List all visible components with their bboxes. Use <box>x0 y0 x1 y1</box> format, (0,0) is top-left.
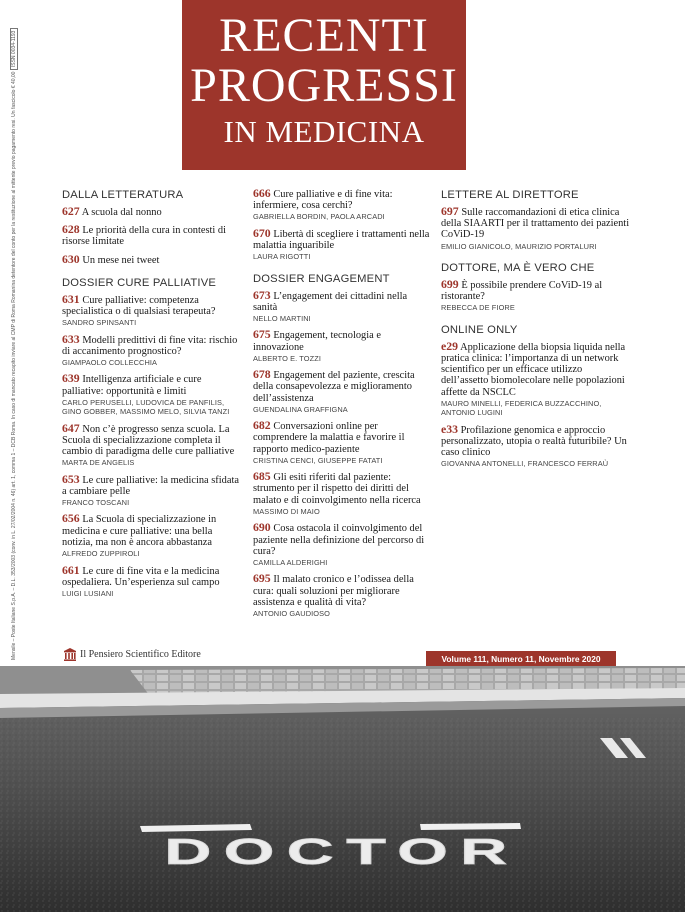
entry-authors: GABRIELLA BORDIN, PAOLA ARCADI <box>253 212 385 222</box>
section-heading: LETTERE AL DIRETTORE <box>441 189 579 201</box>
page-number: e33 <box>441 421 459 436</box>
entry-authors: CARLO PERUSELLI, LUDOVICA DE PANFILIS, GINO GOBBER, MASSIMO MELO, SILVIA TANZI <box>62 397 230 417</box>
entry-title: Le cure palliative: la medicina sfidata a cambiare pelle <box>62 474 239 497</box>
page-number: 656 <box>62 511 80 526</box>
entry-title: Cure palliative e di fine vita: infermiere, cosa cerchi? <box>253 189 393 212</box>
page-number: 647 <box>62 420 80 435</box>
toc-entry <box>253 329 431 363</box>
toc-column-2 <box>253 188 431 624</box>
entry-title: Le cure di fine vita e la medicina ospedaliera. Un’esperienza sul campo <box>62 565 220 588</box>
toc-entry <box>441 279 631 313</box>
road-marking-text <box>164 832 519 873</box>
issn-box: ISSN 0034-1193 <box>10 28 18 71</box>
masthead-line-recenti: RECENTI <box>219 9 429 62</box>
entry-title: Applicazione della biopsia liquida nella pratica clinica: l’importanza di un network scientifico per un efficace utilizzo dell’assetto biomolecolare nelle popolazioni affette da NSCLC <box>441 341 626 398</box>
entry-title: L’engagement dei cittadini nella sanità <box>253 290 408 313</box>
entry-authors: MARTA DE ANGELIS <box>62 458 135 468</box>
entry-authors: ALBERTO E. TOZZI <box>253 353 321 363</box>
toc-entry <box>253 420 431 465</box>
page-number: 627 <box>62 204 80 218</box>
volume-banner: Volume 111, Numero 11, Novembre 2020 <box>426 651 616 668</box>
publisher-logo <box>64 648 201 661</box>
entry-authors: GIAMPAOLO COLLECCHIA <box>62 358 158 368</box>
road-photo <box>0 666 685 912</box>
entry-authors: EMILIO GIANICOLO, MAURIZIO PORTALURI <box>441 241 597 251</box>
entry-title: Profilazione genomica e approccio personalizzato, utopia o realtà futuribile? Un caso clinico <box>441 424 627 459</box>
toc-entry <box>62 471 242 508</box>
entry-title: È possibile prendere CoViD-19 al ristorante? <box>441 280 603 303</box>
entry-title: Libertà di scegliere i trattamenti nella malattia inguaribile <box>253 228 430 252</box>
entry-title: La Scuola di specializzazione in medicina e cure palliative: una bella notizia, ma non è ancora abbastanza <box>62 514 217 548</box>
page-number: 666 <box>253 186 271 200</box>
page-number: 690 <box>253 520 271 535</box>
section-heading: DOTTORE, MA È VERO CHE <box>441 262 595 275</box>
entry-authors: REBECCA DE FIORE <box>441 303 515 313</box>
page-number: 661 <box>62 562 80 577</box>
toc-entry <box>253 522 431 567</box>
entry-title: Cure palliative: competenza specialistica o di qualsiasi terapeuta? <box>62 294 216 318</box>
section-heading: ONLINE ONLY <box>441 323 518 336</box>
masthead-line-progressi: PROGRESSI <box>190 59 458 112</box>
page-number: 628 <box>62 222 80 237</box>
toc-entry <box>441 421 631 469</box>
toc-entry <box>253 471 431 516</box>
toc-entry <box>62 373 242 416</box>
toc-entry <box>62 331 242 368</box>
page-number: 695 <box>253 571 271 586</box>
toc-entry <box>253 573 431 618</box>
toc-entry <box>253 188 431 222</box>
entry-authors: NELLO MARTINI <box>253 314 311 324</box>
entry-title: Il malato cronico e l’odissea della cura: quali soluzioni per migliorare assistenza e qualità di vita? <box>253 574 414 608</box>
entry-title: Modelli predittivi di fine vita: rischio di accanimento prognostico? <box>62 334 238 357</box>
entry-authors: GIOVANNA ANTONELLI, FRANCESCO FERRAÙ <box>441 459 609 469</box>
toc-entry <box>441 206 631 251</box>
toc-entry <box>62 251 242 266</box>
entry-title: Intelligenza artificiale e cure palliative: opportunità e limiti <box>62 374 202 397</box>
entry-title: Sulle raccomandazioni di etica clinica della SIAARTI per il trattamento dei pazienti CoViD-19 <box>441 207 630 241</box>
toc-entry <box>253 369 431 414</box>
page-number: 673 <box>253 287 271 302</box>
page-number: 675 <box>253 327 271 342</box>
entry-authors: GUENDALINA GRAFFIGNA <box>253 404 348 414</box>
spine-info <box>10 30 22 660</box>
page-number: 630 <box>62 251 80 266</box>
page-number: e29 <box>441 338 459 353</box>
page-number: 633 <box>62 331 80 346</box>
section-heading: DALLA LETTERATURA <box>62 189 184 201</box>
svg-text:DOCTOR: DOCTOR <box>164 831 520 873</box>
toc-entry <box>62 562 242 599</box>
temple-icon <box>64 648 76 661</box>
entry-title: Cosa ostacola il coinvolgimento del paziente nella definizione del percorso di cura? <box>253 523 425 557</box>
entry-authors: SANDRO SPINSANTI <box>62 318 137 328</box>
entry-title: Engagement, tecnologia e innovazione <box>253 330 381 353</box>
toc-entry <box>62 420 242 468</box>
toc-entry <box>62 206 242 218</box>
page-number: 682 <box>253 418 271 433</box>
page-number: 697 <box>441 204 459 218</box>
page-number: 653 <box>62 471 80 486</box>
entry-authors: LUIGI LUSIANI <box>62 588 114 598</box>
entry-title: A scuola dal nonno <box>81 207 162 218</box>
entry-authors: MAURO MINELLI, FEDERICA BUZZACCHINO, ANTONIO LUGINI <box>441 398 602 418</box>
toc-column-1 <box>62 188 242 604</box>
entry-authors: CRISTINA CENCI, GIUSEPPE FATATI <box>253 455 383 465</box>
entry-title: Gli esiti riferiti dal paziente: strumento per il rispetto dei diritti del malato e di coinvolgimento nella ricerca <box>253 472 421 506</box>
entry-title: Un mese nei tweet <box>82 254 160 266</box>
toc-entry <box>253 225 431 262</box>
section-heading: DOSSIER CURE PALLIATIVE <box>62 276 217 289</box>
toc-entry <box>253 287 431 324</box>
masthead-line-in-medicina: IN MEDICINA <box>223 114 425 149</box>
entry-authors: FRANCO TOSCANI <box>62 498 130 508</box>
entry-authors: LAURA RIGOTTI <box>253 252 311 262</box>
entry-title: Non c’è progresso senza scuola. La Scuola di specializzazione completa il cambio di paradigma delle cure palliative <box>62 423 235 458</box>
section-heading: DOSSIER ENGAGEMENT <box>253 272 390 285</box>
entry-authors: MASSIMO DI MAIO <box>253 506 320 516</box>
entry-authors: ALFREDO ZUPPIROLI <box>62 549 140 559</box>
entry-title: Conversazioni online per comprendere la malattia e favorire il rapporto medico-paziente <box>253 421 405 455</box>
page-number: 639 <box>62 371 80 386</box>
spine-legal-text: Mensile – Poste Italiane S.p.A. – D.L. 353/2003 (conv. in L. 27/02/2004 n. 46) art. 1, comma 1 – DCB Roma. In caso di mancato recapito inviare al CMP di Roma Romanina detentore del conto per la restituzione al mittente previo pagamento resi. Un fascicolo € 40,00 <box>11 71 17 660</box>
entry-authors: ANTONIO GAUDIOSO <box>253 608 331 618</box>
entry-authors: CAMILLA ALDERIGHI <box>253 557 328 567</box>
page-number: 685 <box>253 469 271 484</box>
toc-column-3 <box>441 188 631 475</box>
page-number: 670 <box>253 225 271 240</box>
entry-title: Engagement del paziente, crescita della consapevolezza e miglioramento dell’assistenza <box>253 370 415 404</box>
masthead <box>182 0 466 170</box>
toc-entry <box>441 338 631 418</box>
toc-entry <box>62 513 242 558</box>
toc-entry <box>62 291 242 328</box>
page-number: 678 <box>253 367 271 382</box>
entry-title: Le priorità della cura in contesti di risorse limitate <box>62 225 226 248</box>
toc-entry <box>62 224 242 247</box>
page-number: 631 <box>62 291 80 306</box>
publisher-name: Il Pensiero Scientifico Editore <box>80 649 201 660</box>
page-number: 699 <box>441 277 459 292</box>
